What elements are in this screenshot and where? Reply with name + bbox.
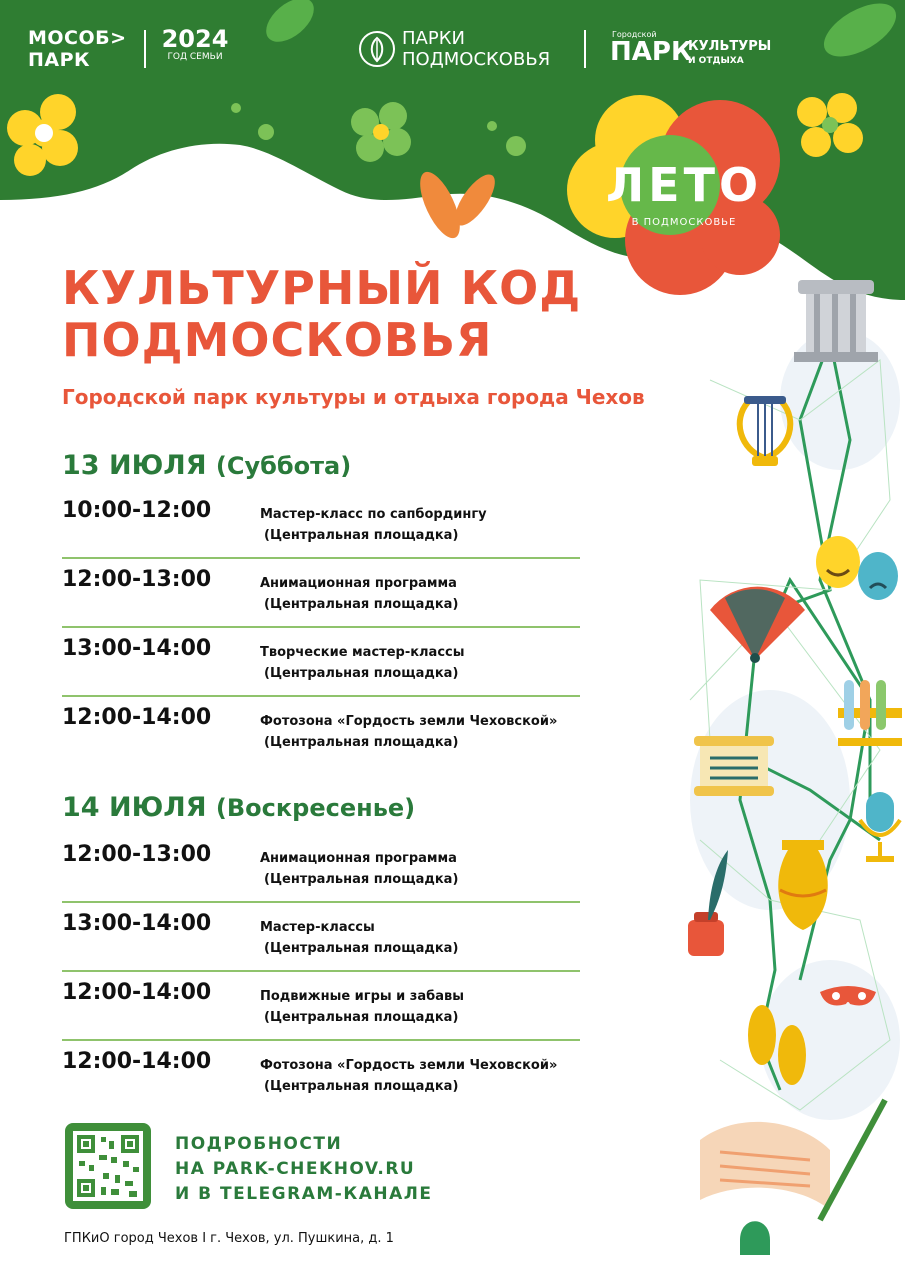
event-time: 12:00-14:00	[62, 980, 212, 1005]
page-title-line2: ПОДМОСКОВЬЯ	[62, 313, 493, 367]
telegram-link[interactable]: И В TELEGRAM-КАНАЛЕ	[175, 1184, 433, 1204]
day-date: 13 ИЮЛЯ	[62, 450, 207, 481]
event-place: (Центральная площадка)	[264, 941, 459, 956]
schedule-row	[62, 697, 580, 766]
day-date: 14 ИЮЛЯ	[62, 792, 207, 823]
microphone-icon	[860, 792, 900, 862]
event-name: Анимационная программа	[260, 851, 457, 866]
event-place: (Центральная площадка)	[264, 528, 459, 543]
parki-logo-line2: ПОДМОСКОВЬЯ	[402, 49, 551, 70]
event-time: 12:00-13:00	[62, 842, 212, 867]
leto-logo-subtitle: В ПОДМОСКОВЬЕ	[631, 217, 737, 228]
event-name: Мастер-класс по сапбордингу	[260, 507, 487, 522]
culture-illustration	[680, 280, 905, 1280]
schedule-row	[62, 903, 580, 972]
more-info-line1: ПОДРОБНОСТИ	[175, 1134, 343, 1154]
event-name: Фотозона «Гордость земли Чеховской»	[260, 714, 558, 729]
event-place: (Центральная площадка)	[264, 1079, 459, 1094]
event-name: Фотозона «Гордость земли Чеховской»	[260, 1058, 558, 1073]
mosobl-logo-line2: ПАРК	[28, 49, 91, 71]
event-name: Подвижные игры и забавы	[260, 989, 464, 1004]
leaf-emblem-icon	[358, 30, 396, 68]
page-title-line1: КУЛЬТУРНЫЙ КОД	[62, 261, 582, 315]
year-logo-caption: ГОД СЕМЬИ	[167, 52, 223, 62]
column-icon	[794, 280, 878, 362]
event-place: (Центральная площадка)	[264, 666, 459, 681]
schedule-day-1	[62, 490, 580, 766]
day-heading	[62, 792, 415, 823]
year-logo-number: 2024	[161, 25, 229, 53]
more-info-text	[175, 1132, 433, 1207]
park-logo-small: Городской	[612, 30, 657, 39]
schedule-row	[62, 834, 580, 903]
schedule-row	[62, 559, 580, 628]
event-time: 12:00-13:00	[62, 567, 212, 592]
event-name: Мастер-классы	[260, 920, 375, 935]
event-place: (Центральная площадка)	[264, 597, 459, 612]
park-logo-big: ПАРК	[610, 37, 693, 67]
qr-code-icon[interactable]	[65, 1123, 151, 1209]
logo-separator	[144, 30, 146, 68]
mosobl-park-logo	[28, 27, 127, 71]
event-place: (Центральная площадка)	[264, 872, 459, 887]
scroll-icon	[694, 736, 774, 796]
schedule-row	[62, 972, 580, 1041]
event-time: 10:00-12:00	[62, 498, 212, 523]
parchment-icon	[700, 1100, 885, 1255]
event-time: 12:00-14:00	[62, 705, 212, 730]
event-time: 13:00-14:00	[62, 911, 212, 936]
event-place: (Центральная площадка)	[264, 1010, 459, 1025]
day-weekday: (Суббота)	[215, 452, 352, 480]
schedule-day-2	[62, 834, 580, 1110]
leto-logo-title: ЛЕТО	[605, 158, 763, 212]
page-title	[62, 262, 581, 366]
schedule-row	[62, 490, 580, 559]
logo-separator	[584, 30, 586, 68]
year-of-family-logo	[160, 26, 230, 63]
address-text: ГПКиО город Чехов I г. Чехов, ул. Пушкина, д. 1	[64, 1231, 394, 1246]
parki-logo-line1: ПАРКИ	[402, 28, 465, 49]
day-heading	[62, 450, 351, 481]
lyre-icon	[740, 396, 791, 466]
mosobl-logo-line1: МОСОБ>	[28, 27, 127, 49]
event-name: Анимационная программа	[260, 576, 457, 591]
event-place: (Центральная площадка)	[264, 735, 459, 750]
day-weekday: (Воскресенье)	[215, 794, 416, 822]
schedule-row	[62, 628, 580, 697]
event-time: 13:00-14:00	[62, 636, 212, 661]
schedule-row	[62, 1041, 580, 1110]
park-logo-right1: КУЛЬТУРЫ	[688, 39, 772, 54]
event-name: Творческие мастер-классы	[260, 645, 465, 660]
event-time: 12:00-14:00	[62, 1049, 212, 1074]
page-subtitle: Городской парк культуры и отдыха города Чехов	[62, 385, 645, 409]
fan-icon	[710, 587, 805, 663]
flower-icon	[351, 102, 411, 162]
website-link[interactable]: НА PARK-CHEKHOV.RU	[175, 1159, 416, 1179]
park-logo-right2: И ОТДЫХА	[688, 56, 744, 66]
